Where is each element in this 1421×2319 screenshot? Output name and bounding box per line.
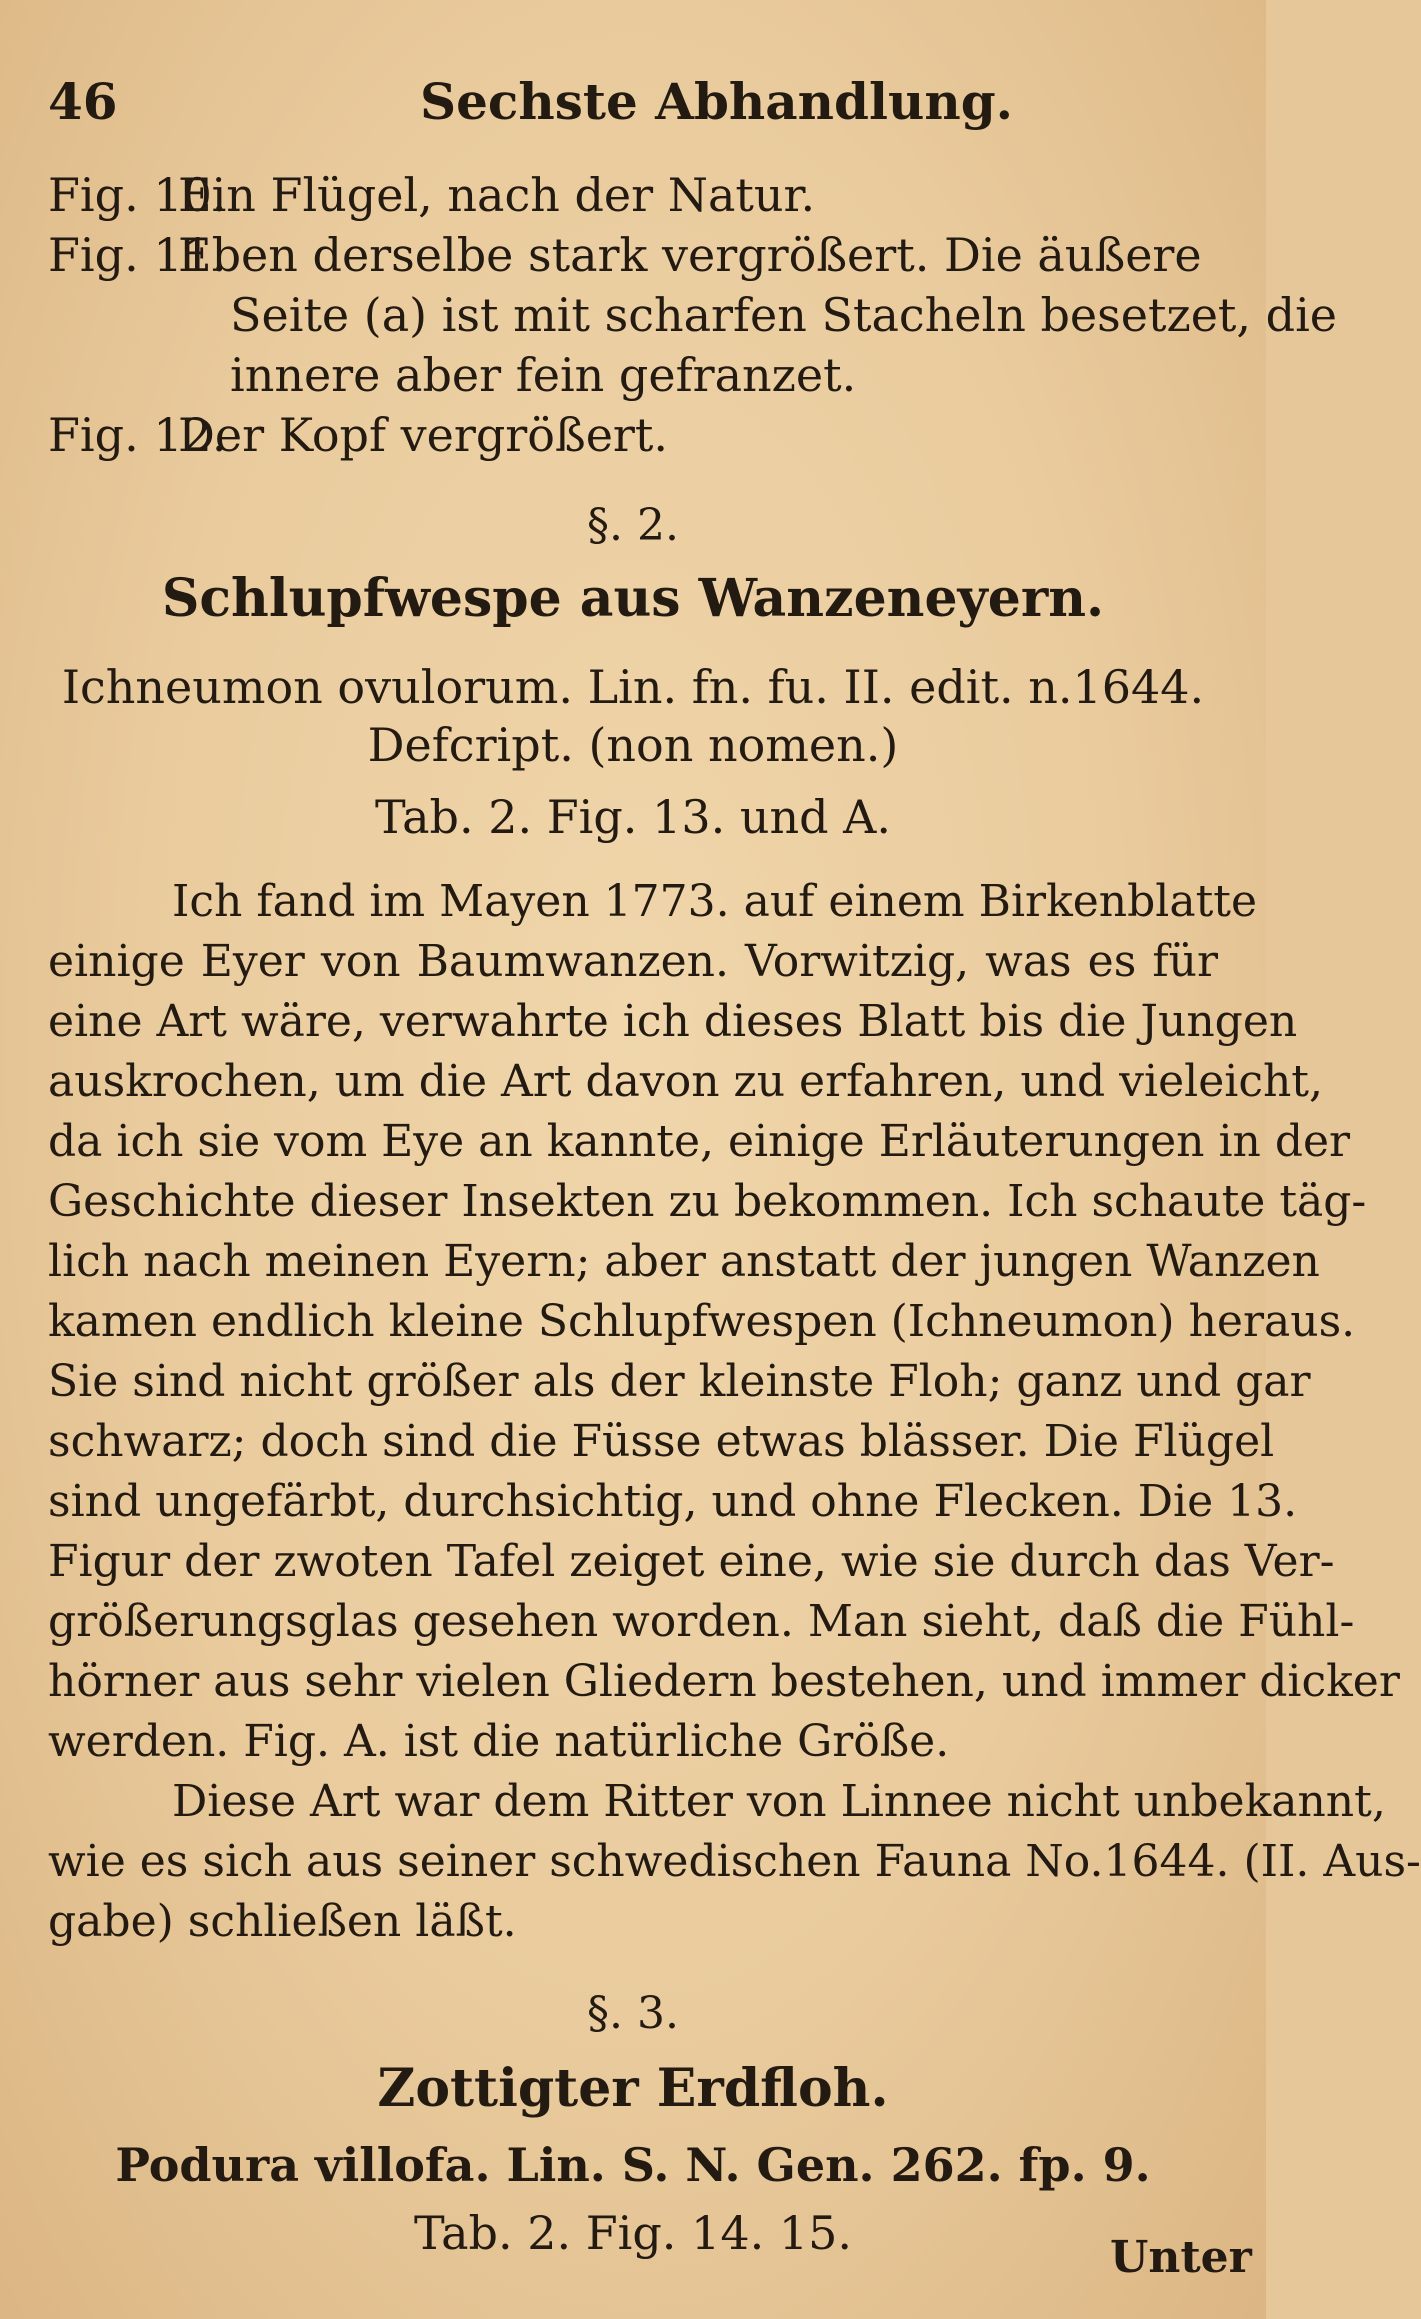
- paragraph-line: auskrochen, um die Art davon zu erfahren, und vieleicht,: [48, 1056, 1323, 1107]
- paragraph-line: eine Art wäre, verwahrte ich dieses Blatt bis die Jungen: [48, 996, 1298, 1047]
- paragraph-line: hörner aus sehr vielen Gliedern bestehen, und immer dicker: [48, 1656, 1400, 1707]
- paragraph-line: sind ungefärbt, durchsichtig, und ohne Flecken. Die 13.: [48, 1476, 1298, 1527]
- paragraph-line: kamen endlich kleine Schlupfwespen (Ichneumon) heraus.: [48, 1296, 1356, 1347]
- figure-caption-11-line2: Seite (a) ist mit scharfen Stacheln besetzet, die: [230, 288, 1338, 342]
- paragraph-line: da ich sie vom Eye an kannte, einige Erläuterungen in der: [48, 1116, 1351, 1167]
- figure-label: Fig. 11.: [48, 228, 227, 282]
- figure-text: Ein Flügel, nach der Natur.: [178, 168, 816, 222]
- figure-caption-10: [48, 168, 815, 222]
- paragraph-line: schwarz; doch sind die Füsse etwas blässer. Die Flügel: [48, 1416, 1275, 1467]
- paragraph-line: Sie sind nicht größer als der kleinste Floh; ganz und gar: [48, 1356, 1311, 1407]
- figure-caption-11: [48, 228, 1218, 282]
- paragraph-line: Ich fand im Mayen 1773. auf einem Birkenblatte: [172, 876, 1257, 927]
- page-number: 46: [48, 72, 118, 131]
- paragraph-line: Figur der zwoten Tafel zeiget eine, wie sie durch das Ver-: [48, 1536, 1335, 1587]
- latin-name-line: Podura villofa. Lin. S. N. Gen. 262. fp. 9.: [115, 2138, 1151, 2192]
- figure-text: Eben derselbe stark vergrößert. Die äußere: [178, 228, 1202, 282]
- figure-label: Fig. 10.: [48, 168, 227, 222]
- figure-label: Fig. 12.: [48, 408, 227, 462]
- figure-caption-11-line3: innere aber fein gefranzet.: [230, 348, 857, 402]
- section-number: §. 2.: [587, 500, 679, 551]
- paragraph-line: Geschichte dieser Insekten zu bekommen. Ich schaute täg-: [48, 1176, 1367, 1227]
- table-reference: Tab. 2. Fig. 14. 15.: [414, 2206, 852, 2260]
- section-number: §. 3.: [587, 1988, 679, 2039]
- figure-text: Der Kopf vergrößert.: [178, 408, 669, 462]
- figure-caption-12: [48, 408, 668, 462]
- paragraph-line: Diese Art war dem Ritter von Linnee nicht unbekannt,: [172, 1776, 1386, 1827]
- latin-name-line: Ichneumon ovulorum. Lin. fn. fu. II. edit. n.1644.: [61, 660, 1205, 714]
- paragraph-line: lich nach meinen Eyern; aber anstatt der jungen Wanzen: [48, 1236, 1320, 1287]
- paragraph-line: wie es sich aus seiner schwedischen Fauna No.1644. (II. Aus-: [48, 1836, 1421, 1887]
- paragraph-line: einige Eyer von Baumwanzen. Vorwitzig, was es für: [48, 936, 1218, 987]
- paragraph-line: werden. Fig. A. ist die natürliche Größe.: [48, 1716, 950, 1767]
- section-title: Schlupfwespe aus Wanzeneyern.: [161, 568, 1105, 629]
- catchword: Unter: [1110, 2232, 1252, 2283]
- section-title: Zottigter Erdfloh.: [377, 2058, 889, 2119]
- table-reference: Tab. 2. Fig. 13. und A.: [375, 790, 891, 844]
- paragraph-line: gabe) schließen läßt.: [48, 1896, 517, 1947]
- latin-description-line: Defcript. (non nomen.): [367, 718, 899, 772]
- running-title: Sechste Abhandlung.: [420, 72, 1014, 131]
- paragraph-line: größerungsglas gesehen worden. Man sieht, daß die Fühl-: [48, 1596, 1355, 1647]
